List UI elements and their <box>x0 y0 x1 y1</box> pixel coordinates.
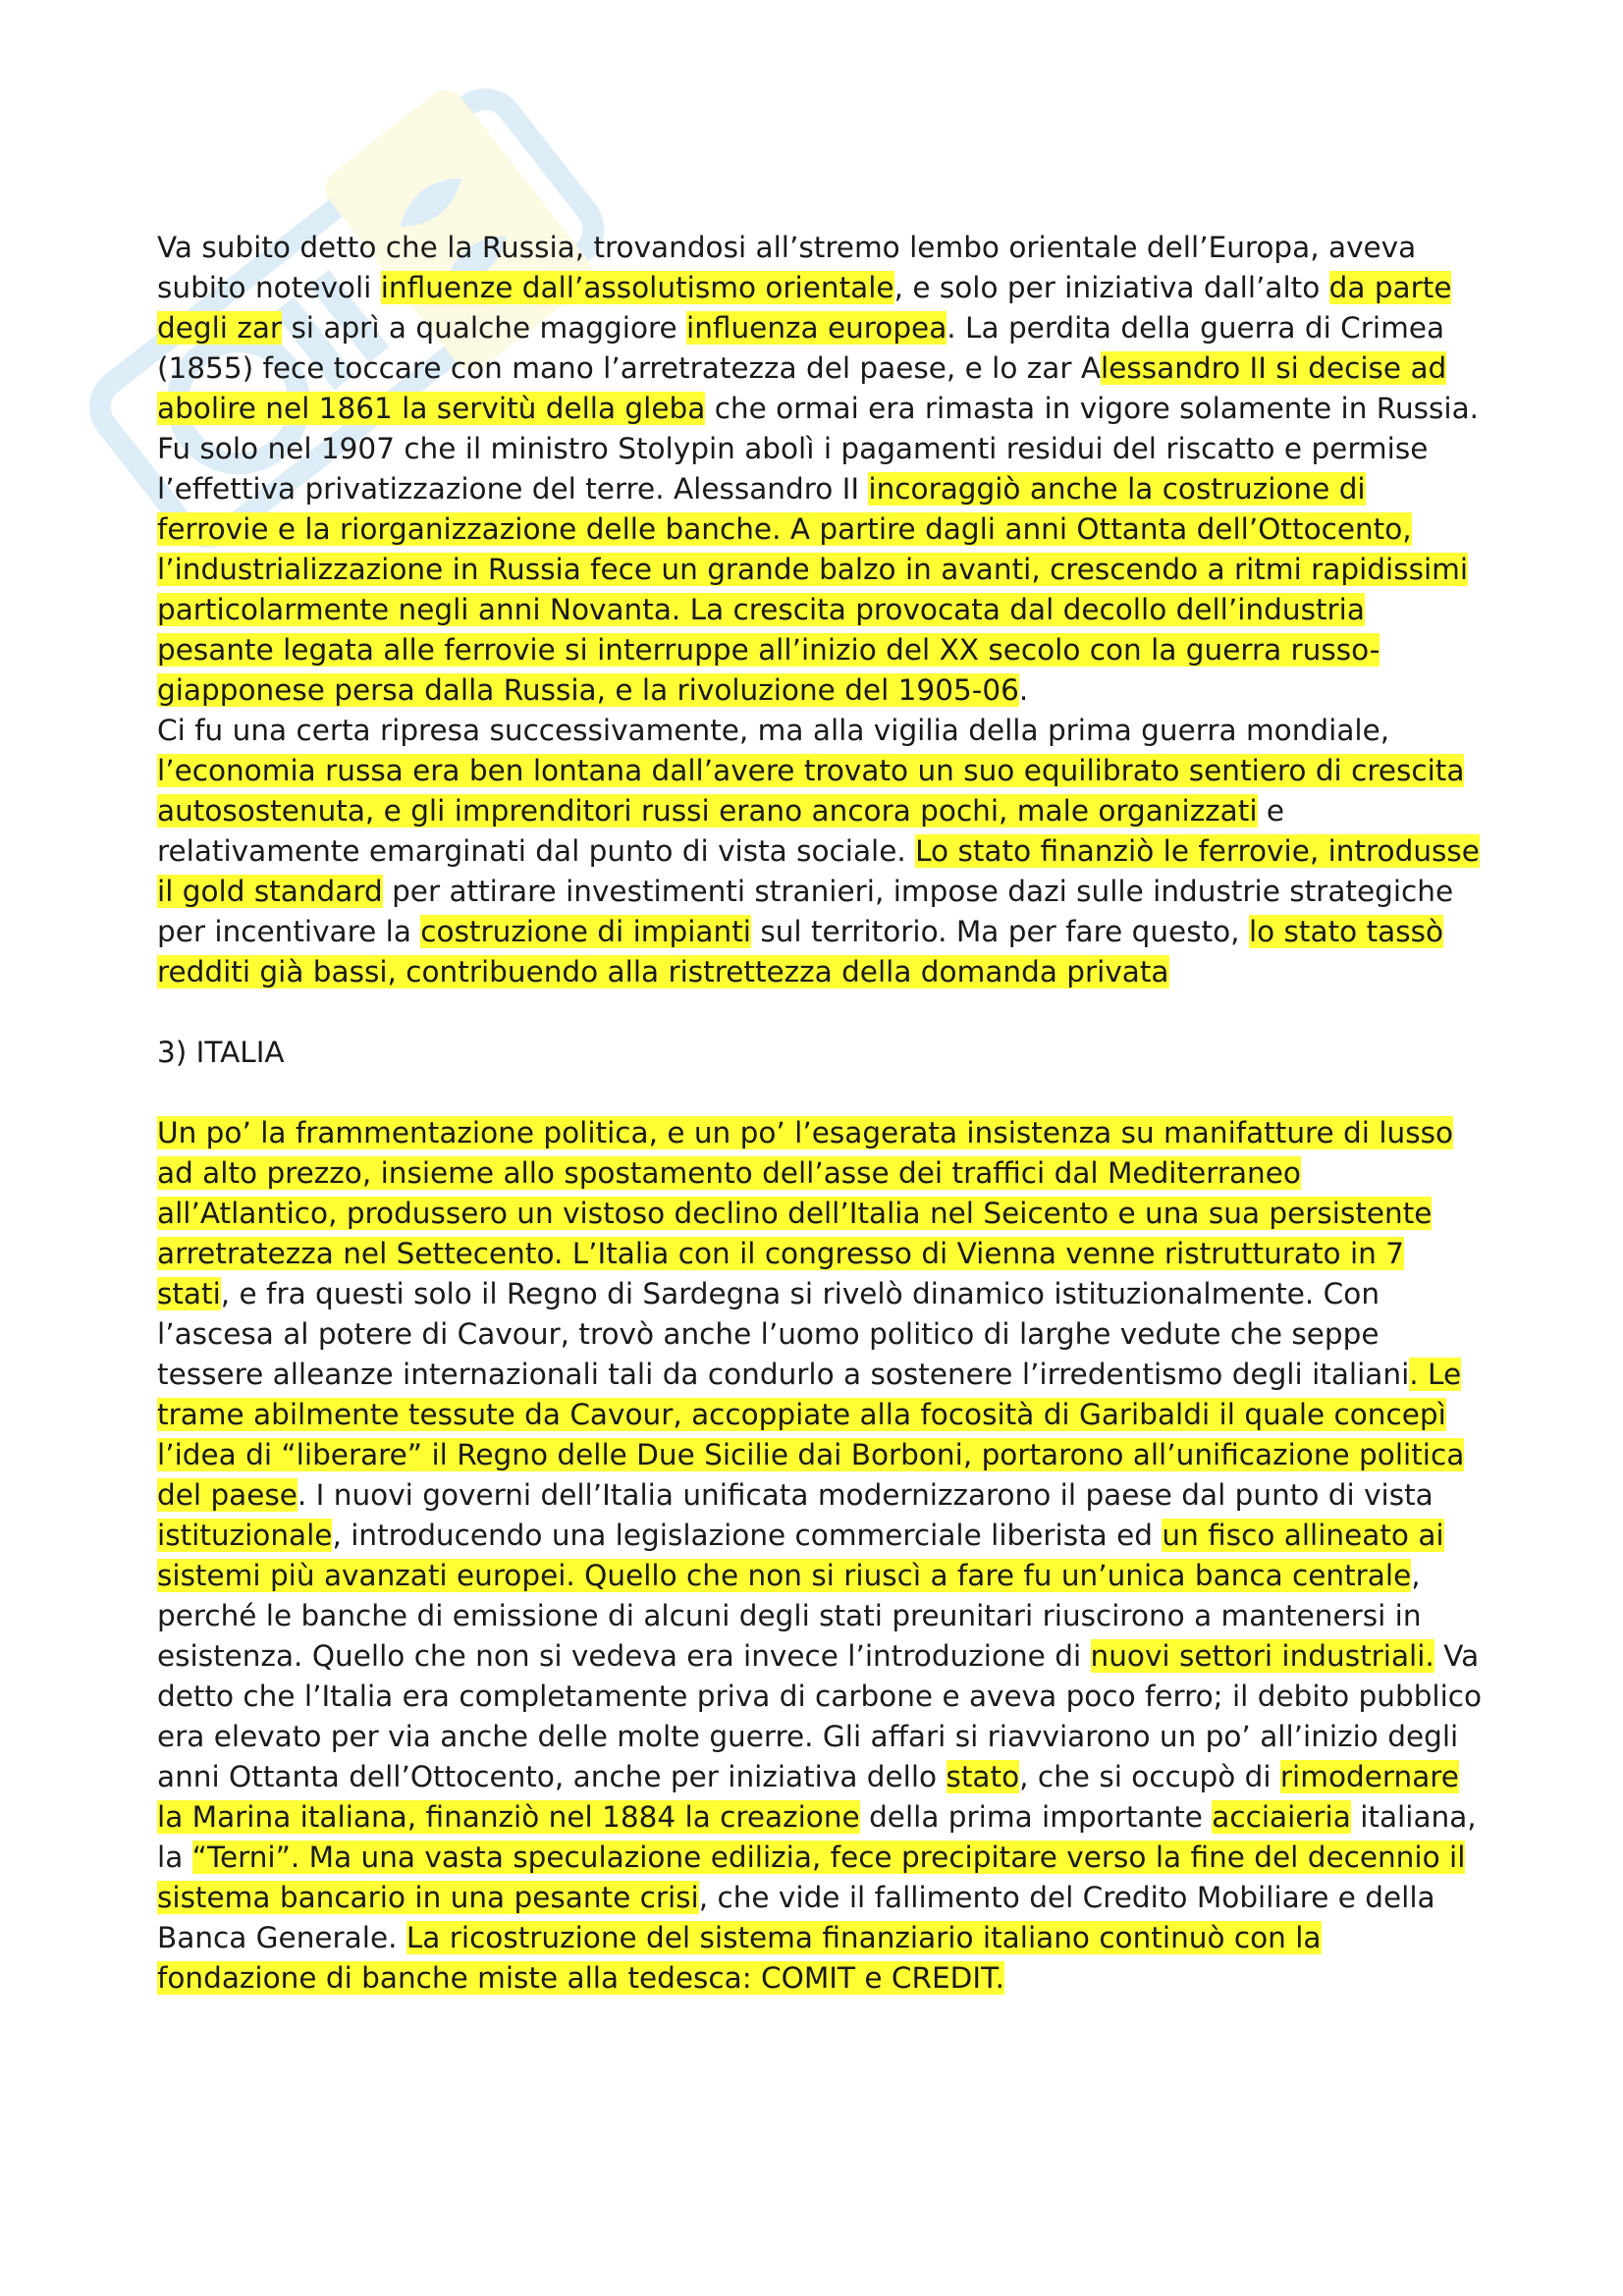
highlighted-text: da parte degli zar <box>157 271 1452 345</box>
highlighted-text: La ricostruzione del sistema finanziario italiano continuò con la fondazione di banche miste alla tedesca: COMIT e CREDIT. <box>157 1921 1322 1995</box>
text-run: , perché le banche di emissione di alcuni degli stati preunitari riuscirono a mantenersi in esistenza. Quello che non si vedeva era invece l’introduzione di <box>157 1559 1422 1673</box>
text-run: . I nuovi governi dell’Italia unificata modernizzarono il paese dal punto di vista <box>297 1478 1434 1512</box>
highlighted-text: istituzionale <box>157 1519 333 1552</box>
highlighted-text: costruzione di impianti <box>420 915 751 948</box>
text-run: sul territorio. Ma per fare questo, <box>750 915 1249 948</box>
text-run: Va subito detto che la Russia, trovandosi all’stremo lembo orientale dell’Europa, aveva subito notevoli <box>157 231 1417 304</box>
text-run: . La perdita della guerra di Crimea (1855) fece toccare con mano l’arretratezza del paese, e lo zar A <box>157 311 1445 385</box>
highlighted-text: Lo stato finanziò le ferrovie, introdusse il gold standard <box>157 834 1480 908</box>
highlighted-text: un fisco allineato ai sistemi più avanzati europei. Quello che non si riuscì a fare fu un’unica banca centrale <box>157 1519 1444 1592</box>
paragraph <box>157 1113 1483 1999</box>
highlighted-text: incoraggiò anche la costruzione di ferrovie e la riorganizzazione delle banche. A partire dagli anni Ottanta dell’Ottocento, l’industrializzazione in Russia fece un grande balzo in avanti, crescendo a ritmi rapidissimi particolarmente negli anni Novanta. La crescita provocata dal decollo dell’industria pesante legata alle ferrovie si interruppe all’inizio del XX secolo con la guerra russo-giapponese persa dalla Russia, e la rivoluzione del 1905-06 <box>157 472 1469 707</box>
highlighted-text: stato <box>946 1760 1020 1793</box>
text-run: per attirare investimenti stranieri, impose dazi sulle industrie strategiche per incentivare la <box>157 875 1454 948</box>
text-run: , che si occupò di <box>1019 1760 1280 1793</box>
text-run: che ormai era rimasta in vigore solamente in Russia. Fu solo nel 1907 che il ministro Stolypin abolì i pagamenti residui del riscatto e permise l’effettiva privatizzazione del terre. Alessandro II <box>157 392 1480 506</box>
text-run: e relativamente emarginati dal punto di vista sociale. <box>157 794 1285 868</box>
highlighted-text: “Terni”. Ma una vasta speculazione edilizia, fece precipitare verso la fine del decennio il sistema bancario in una pesante crisi <box>157 1841 1466 1914</box>
highlighted-text: lessandro II si decise ad abolire nel 1861 la servitù della gleba <box>157 351 1447 425</box>
text-run: , introducendo una legislazione commerciale liberista ed <box>332 1519 1163 1552</box>
highlighted-text: nuovi settori industriali. <box>1090 1639 1434 1673</box>
highlighted-text: Un po’ la frammentazione politica, e un po’ l’esagerata insistenza su manifatture di lusso ad alto prezzo, insieme allo spostamento dell’asse dei traffici dal Mediterraneo all’Atlantico, produssero un vistoso declino dell’Italia nel Seicento e una sua persistente arretratezza nel Settecento. L’Italia con il congresso di Vienna venne ristrutturato in 7 stati <box>157 1116 1454 1310</box>
highlighted-text: . Le trame abilmente tessute da Cavour, accoppiate alla focosità di Garibaldi il quale concepì l’idea di “liberare” il Regno delle Due Sicilie dai Borboni, portarono all’unificazione politica del paese <box>157 1358 1465 1512</box>
text-run: 3) ITALIA <box>157 1036 285 1069</box>
text-run: , e solo per iniziativa dall’alto <box>893 271 1329 304</box>
paragraph <box>157 1033 1483 1073</box>
text-run: , che vide il fallimento del Credito Mobiliare e della Banca Generale. <box>157 1881 1435 1954</box>
text-run: della prima importante <box>859 1800 1213 1834</box>
text-run: , e fra questi solo il Regno di Sardegna si rivelò dinamico istituzionalmente. Con l’ascesa al potere di Cavour, trovò anche l’uomo politico di larghe vedute che seppe tessere alleanze internazionali tali da condurlo a sostenere l’irredentismo degli italiani <box>157 1277 1410 1391</box>
highlighted-text: acciaieria <box>1212 1800 1351 1834</box>
text-run: Va detto che l’Italia era completamente priva di carbone e aveva poco ferro; il debito pubblico era elevato per via anche delle molte guerre. Gli affari si riavviarono un po’ all’inizio degli anni Ottanta dell’Ottocento, anche per iniziativa dello <box>157 1639 1483 1793</box>
highlighted-text: influenze dall’assolutismo orientale <box>380 271 894 304</box>
text-run: italiana, la <box>157 1800 1477 1874</box>
text-run: . <box>1018 673 1029 707</box>
document-body <box>157 228 1483 1999</box>
highlighted-text: rimodernare la Marina italiana, finanziò nel 1884 la creazione <box>157 1760 1459 1834</box>
highlighted-text: lo stato tassò redditi già bassi, contribuendo alla ristrettezza della domanda privata <box>157 915 1443 988</box>
paragraph <box>157 711 1483 992</box>
highlighted-text: influenza europea <box>686 311 947 345</box>
text-run: si aprì a qualche maggiore <box>282 311 686 345</box>
text-run: Ci fu una certa ripresa successivamente, ma alla vigilia della prima guerra mondiale, <box>157 714 1390 747</box>
paragraph <box>157 228 1483 711</box>
highlighted-text: l’economia russa era ben lontana dall’avere trovato un suo equilibrato sentiero di crescita autosostenuta, e gli imprenditori russi erano ancora pochi, male organizzati <box>157 754 1465 828</box>
